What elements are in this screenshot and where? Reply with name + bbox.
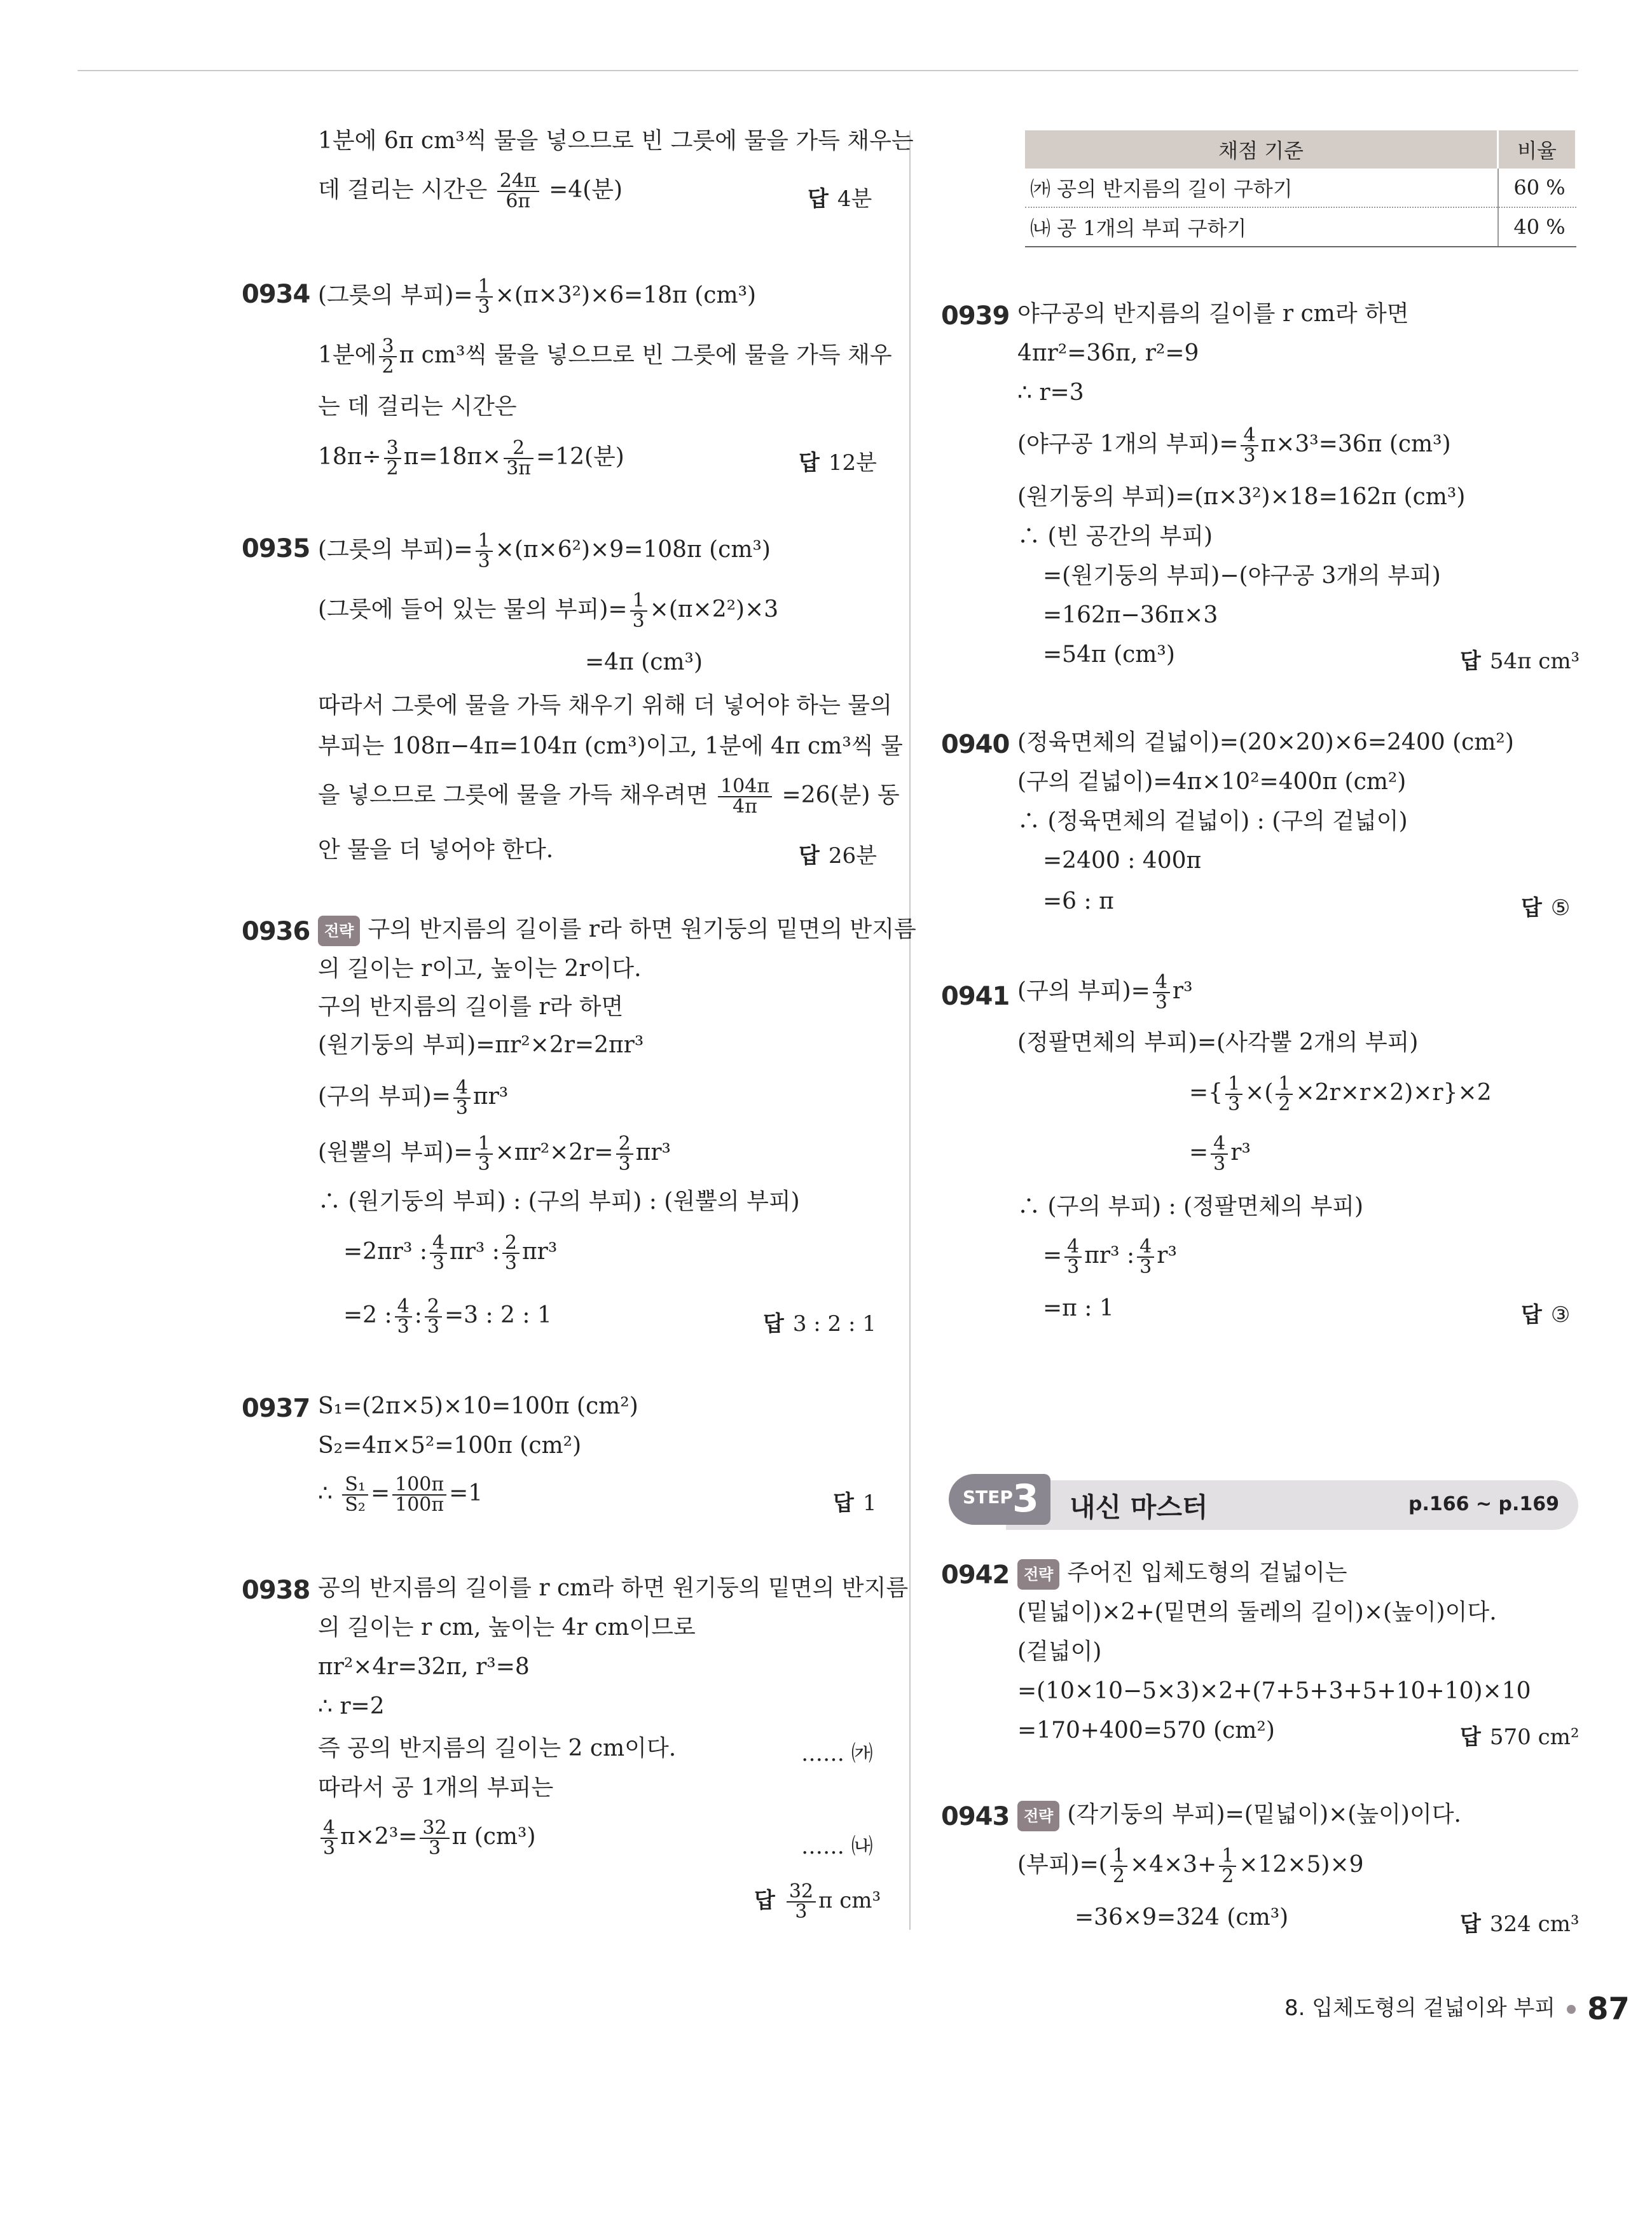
text-line: 의 길이는 r이고, 높이는 2r이다. bbox=[318, 956, 642, 982]
fraction: $\frac{1}{2}$ bbox=[1276, 1075, 1293, 1114]
text-line: 부피는 108π−4π=104π (cm³)이고, 1분에 4π cm³씩 물 bbox=[318, 733, 903, 759]
text-line: 전략 주어진 입체도형의 겉넓이는 bbox=[1017, 1559, 1347, 1590]
text-line: 의 길이는 r cm, 높이는 4r cm이므로 bbox=[318, 1614, 696, 1641]
problem-number: 0934 bbox=[242, 280, 310, 309]
bullet-icon bbox=[1567, 2005, 1576, 2014]
text-line: 공의 반지름의 길이를 r cm라 하면 원기둥의 밑면의 반지름 bbox=[318, 1575, 909, 1601]
fraction: $\frac{32}{3}$ bbox=[420, 1819, 449, 1858]
problem-number: 0939 bbox=[941, 301, 1010, 331]
text-line: 즉 공의 반지름의 길이는 2 cm이다. bbox=[318, 1735, 677, 1761]
text-line: (정육면체의 겉넓이)=(20×20)×6=2400 (cm²) bbox=[1017, 729, 1514, 755]
fraction: $\frac{32}{3}$ bbox=[787, 1882, 816, 1922]
fraction: $\frac{1}{3}$ bbox=[476, 277, 493, 317]
table-cell: 60 % bbox=[1498, 169, 1576, 207]
text-line: (정팔면체의 부피)=(사각뿔 2개의 부피) bbox=[1017, 1029, 1419, 1056]
fraction: $\frac{4}{3}$ bbox=[1153, 973, 1170, 1012]
text-line: ∴ (빈 공간의 부피) bbox=[1017, 523, 1213, 549]
text-line: =2 : $\frac{4}{3}$ : $\frac{2}{3}$ =3 : 2 : 1 bbox=[343, 1295, 552, 1338]
problem-number: 0936 bbox=[242, 917, 310, 946]
answer: 답 54π cm³ bbox=[1460, 649, 1580, 674]
text-line: 안 물을 더 넣어야 한다. bbox=[318, 837, 554, 863]
fraction: $\frac{4}{3}$ bbox=[395, 1297, 412, 1337]
table-row bbox=[1025, 169, 1576, 207]
text-line: =36×9=324 (cm³) bbox=[1075, 1904, 1289, 1931]
top-rule bbox=[78, 70, 1578, 71]
fraction: $\frac{1}{3}$ bbox=[476, 532, 493, 571]
table-row bbox=[1025, 207, 1576, 247]
fraction: $\frac{1}{2}$ bbox=[1219, 1847, 1236, 1886]
fraction: $\frac{1}{3}$ bbox=[476, 1134, 493, 1174]
answer: 답 ⑤ bbox=[1521, 895, 1571, 921]
text-line: =162π−36π×3 bbox=[1043, 602, 1218, 628]
fraction: $\frac{4}{3}$ bbox=[320, 1819, 338, 1858]
text-line: 야구공의 반지름의 길이를 r cm라 하면 bbox=[1017, 301, 1409, 327]
text-line: ∴ (구의 부피) : (정팔면체의 부피) bbox=[1017, 1194, 1364, 1220]
fraction: $\frac{1}{3}$ bbox=[1225, 1075, 1242, 1114]
text-line: ∴ r=2 bbox=[318, 1693, 385, 1719]
text-line: ∴ (원기둥의 부피) : (구의 부피) : (원뿔의 부피) bbox=[318, 1188, 800, 1215]
text-line: 는 데 걸리는 시간은 bbox=[318, 394, 517, 420]
text-line: 1분에 $\frac{3}{2}$ π cm³씩 물을 넣으므로 빈 그릇에 물을 가득 채우 bbox=[318, 335, 892, 378]
problem-number: 0937 bbox=[242, 1394, 310, 1423]
answer: 답 26분 bbox=[799, 843, 877, 869]
text-line: (구의 겉넓이)=4π×10²=400π (cm²) bbox=[1017, 769, 1407, 795]
problem-number: 0938 bbox=[242, 1576, 310, 1605]
text-line: πr²×4r=32π, r³=8 bbox=[318, 1654, 530, 1680]
answer: 답 4분 bbox=[808, 186, 872, 212]
strategy-tag: 전략 bbox=[1017, 1559, 1059, 1590]
table-cell: ㈏ 공 1개의 부피 구하기 bbox=[1025, 207, 1498, 247]
text-line: 18π÷ $\frac{3}{2}$ π=18π× $\frac{2}{3\pi}$ =12(분) bbox=[318, 437, 624, 479]
fraction: $\frac{24\pi}{6\pi}$ bbox=[497, 172, 539, 211]
text-line: (그릇에 들어 있는 물의 부피)= $\frac{1}{3}$ ×(π×2²)×3 bbox=[318, 589, 779, 632]
text-line: 따라서 그릇에 물을 가득 채우기 위해 더 넣어야 하는 물의 bbox=[318, 692, 892, 719]
fraction: $\frac{2}{3}$ bbox=[425, 1297, 442, 1337]
text-line: ={ $\frac{1}{3}$ ×( $\frac{1}{2}$ ×2r×r×2)×r}×2 bbox=[1189, 1073, 1492, 1115]
text-line: (원기둥의 부피)=πr²×2r=2πr³ bbox=[318, 1032, 644, 1058]
fraction: $\frac{3}{2}$ bbox=[379, 337, 396, 376]
table-cell: ㈎ 공의 반지름의 길이 구하기 bbox=[1025, 169, 1498, 207]
table-header: 비율 bbox=[1498, 130, 1576, 169]
strategy-tag: 전략 bbox=[318, 916, 360, 946]
answer: 답 3 : 2 : 1 bbox=[763, 1311, 876, 1337]
fraction: $\frac{3}{2}$ bbox=[384, 439, 401, 478]
page-footer bbox=[1284, 1990, 1630, 2027]
scoring-table bbox=[1025, 130, 1577, 247]
text-line: (그릇의 부피)= $\frac{1}{3}$ ×(π×3²)×6=18π (cm³) bbox=[318, 275, 757, 318]
text-line: = $\frac{4}{3}$ πr³ : $\frac{4}{3}$ r³ bbox=[1043, 1235, 1177, 1278]
text-line: ∴ $\frac{\text{S₁}}{\text{S₂}}$ = $\frac{100\pi}{100\pi}$ =1 bbox=[318, 1473, 483, 1516]
fraction: $\frac{2}{3}$ bbox=[616, 1134, 633, 1174]
text-line: S₂=4π×5²=100π (cm²) bbox=[318, 1433, 582, 1459]
text-line: (부피)=( $\frac{1}{2}$ ×4×3+ $\frac{1}{2}$ ×12×5)×9 bbox=[1017, 1845, 1364, 1887]
fraction: $\frac{4}{3}$ bbox=[1241, 426, 1258, 465]
text-line: 전략 (각기둥의 부피)=(밑넓이)×(높이)이다. bbox=[1017, 1801, 1461, 1831]
text-line: = $\frac{4}{3}$ r³ bbox=[1189, 1132, 1251, 1175]
fraction: $\frac{2}{3\pi}$ bbox=[504, 439, 533, 478]
fraction: $\frac{4}{3}$ bbox=[1064, 1237, 1082, 1277]
text-line: (밑넓이)×2+(밑면의 둘레의 길이)×(높이)이다. bbox=[1017, 1599, 1497, 1625]
text-line: =(10×10−5×3)×2+(7+5+3+5+10+10)×10 bbox=[1017, 1678, 1531, 1704]
text-line: (원뿔의 부피)= $\frac{1}{3}$ ×πr²×2r= $\frac{2}{3}$ πr³ bbox=[318, 1132, 671, 1175]
text-line: 데 걸리는 시간은 $\frac{24\pi}{6\pi}$ =4(분) bbox=[318, 170, 623, 212]
text-line: =(원기둥의 부피)−(야구공 3개의 부피) bbox=[1043, 563, 1441, 589]
fraction: $\frac{2}{3}$ bbox=[502, 1234, 520, 1273]
text-line: (구의 부피)= $\frac{4}{3}$ r³ bbox=[1017, 971, 1193, 1014]
fraction: $\frac{\text{S₁}}{\text{S₂}}$ bbox=[342, 1475, 368, 1515]
text-line: (원기둥의 부피)=(π×3²)×18=162π (cm³) bbox=[1017, 484, 1466, 510]
text-line: (겉넓이) bbox=[1017, 1639, 1102, 1665]
text-line: (야구공 1개의 부피)= $\frac{4}{3}$ π×3³=36π (cm³) bbox=[1017, 424, 1451, 467]
text-line: (구의 부피)= $\frac{4}{3}$ πr³ bbox=[318, 1077, 509, 1119]
step-banner bbox=[949, 1474, 1578, 1530]
text-line: S₁=(2π×5)×10=100π (cm²) bbox=[318, 1393, 638, 1419]
footer-chapter: 8. 입체도형의 겉넓이와 부피 bbox=[1284, 1995, 1556, 2021]
text-line: =π : 1 bbox=[1043, 1295, 1114, 1321]
fraction: $\frac{4}{3}$ bbox=[1137, 1237, 1154, 1277]
answer: 답 324 cm³ bbox=[1460, 1911, 1580, 1937]
scoring-marker: …… ㈏ bbox=[801, 1834, 873, 1859]
text-line: 따라서 공 1개의 부피는 bbox=[318, 1775, 554, 1801]
text-line: $\frac{4}{3}$ π×2³= $\frac{32}{3}$ π (cm³) bbox=[318, 1819, 536, 1858]
answer: 답 ③ bbox=[1521, 1302, 1571, 1328]
scoring-marker: …… ㈎ bbox=[801, 1741, 873, 1766]
step-title: 내신 마스터 bbox=[1070, 1492, 1208, 1523]
table-cell: 40 % bbox=[1498, 207, 1576, 247]
step-badge: STEP 3 bbox=[949, 1474, 1050, 1525]
text-line: 을 넣으므로 그릇에 물을 가득 채우려면 $\frac{104\pi}{4\pi}$ =26(분) 동 bbox=[318, 775, 900, 818]
text-line: =2πr³ : $\frac{4}{3}$ πr³ : $\frac{2}{3}$ πr³ bbox=[343, 1232, 558, 1274]
text-line: 전략 구의 반지름의 길이를 r라 하면 원기둥의 밑면의 반지름 bbox=[318, 916, 916, 946]
column-divider bbox=[909, 130, 911, 1930]
problem-number: 0943 bbox=[941, 1802, 1010, 1831]
table-header: 채점 기준 bbox=[1025, 130, 1498, 169]
fraction: $\frac{4}{3}$ bbox=[1211, 1134, 1228, 1174]
text-line: ∴ r=3 bbox=[1017, 380, 1084, 406]
answer: 답 1 bbox=[833, 1490, 877, 1516]
page-number: 87 bbox=[1587, 1991, 1630, 2027]
problem-number: 0942 bbox=[941, 1560, 1010, 1590]
answer: 답 12분 bbox=[799, 450, 877, 476]
fraction: $\frac{100\pi}{100\pi}$ bbox=[392, 1475, 446, 1515]
fraction: $\frac{1}{2}$ bbox=[1110, 1847, 1127, 1886]
problem-number: 0935 bbox=[242, 534, 310, 563]
strategy-tag: 전략 bbox=[1017, 1801, 1059, 1831]
text-line: 1분에 6π cm³씩 물을 넣으므로 빈 그릇에 물을 가득 채우는 bbox=[318, 128, 914, 154]
fraction: $\frac{4}{3}$ bbox=[453, 1078, 471, 1118]
text-line: =170+400=570 (cm²) bbox=[1017, 1717, 1275, 1744]
fraction: $\frac{104\pi}{4\pi}$ bbox=[718, 777, 772, 816]
text-line: ∴ (정육면체의 겉넓이) : (구의 겉넓이) bbox=[1017, 808, 1408, 834]
problem-number: 0940 bbox=[941, 730, 1010, 759]
text-line: =4π (cm³) bbox=[585, 649, 703, 675]
text-line: =6 : π bbox=[1043, 888, 1114, 914]
step-pages: p.166 ~ p.169 bbox=[1408, 1493, 1559, 1515]
text-line: 구의 반지름의 길이를 r라 하면 bbox=[318, 994, 624, 1020]
text-line: =2400 : 400π bbox=[1043, 848, 1202, 874]
text-line: (그릇의 부피)= $\frac{1}{3}$ ×(π×6²)×9=108π (cm³) bbox=[318, 530, 771, 572]
answer: 답 $\frac{32}{3}$ π cm³ bbox=[754, 1880, 881, 1923]
problem-number: 0941 bbox=[941, 982, 1010, 1011]
text-line: =54π (cm³) bbox=[1043, 642, 1175, 668]
fraction: $\frac{4}{3}$ bbox=[430, 1234, 447, 1273]
fraction: $\frac{1}{3}$ bbox=[630, 591, 647, 631]
text-line: 4πr²=36π, r²=9 bbox=[1017, 340, 1199, 366]
answer: 답 570 cm² bbox=[1460, 1724, 1580, 1750]
